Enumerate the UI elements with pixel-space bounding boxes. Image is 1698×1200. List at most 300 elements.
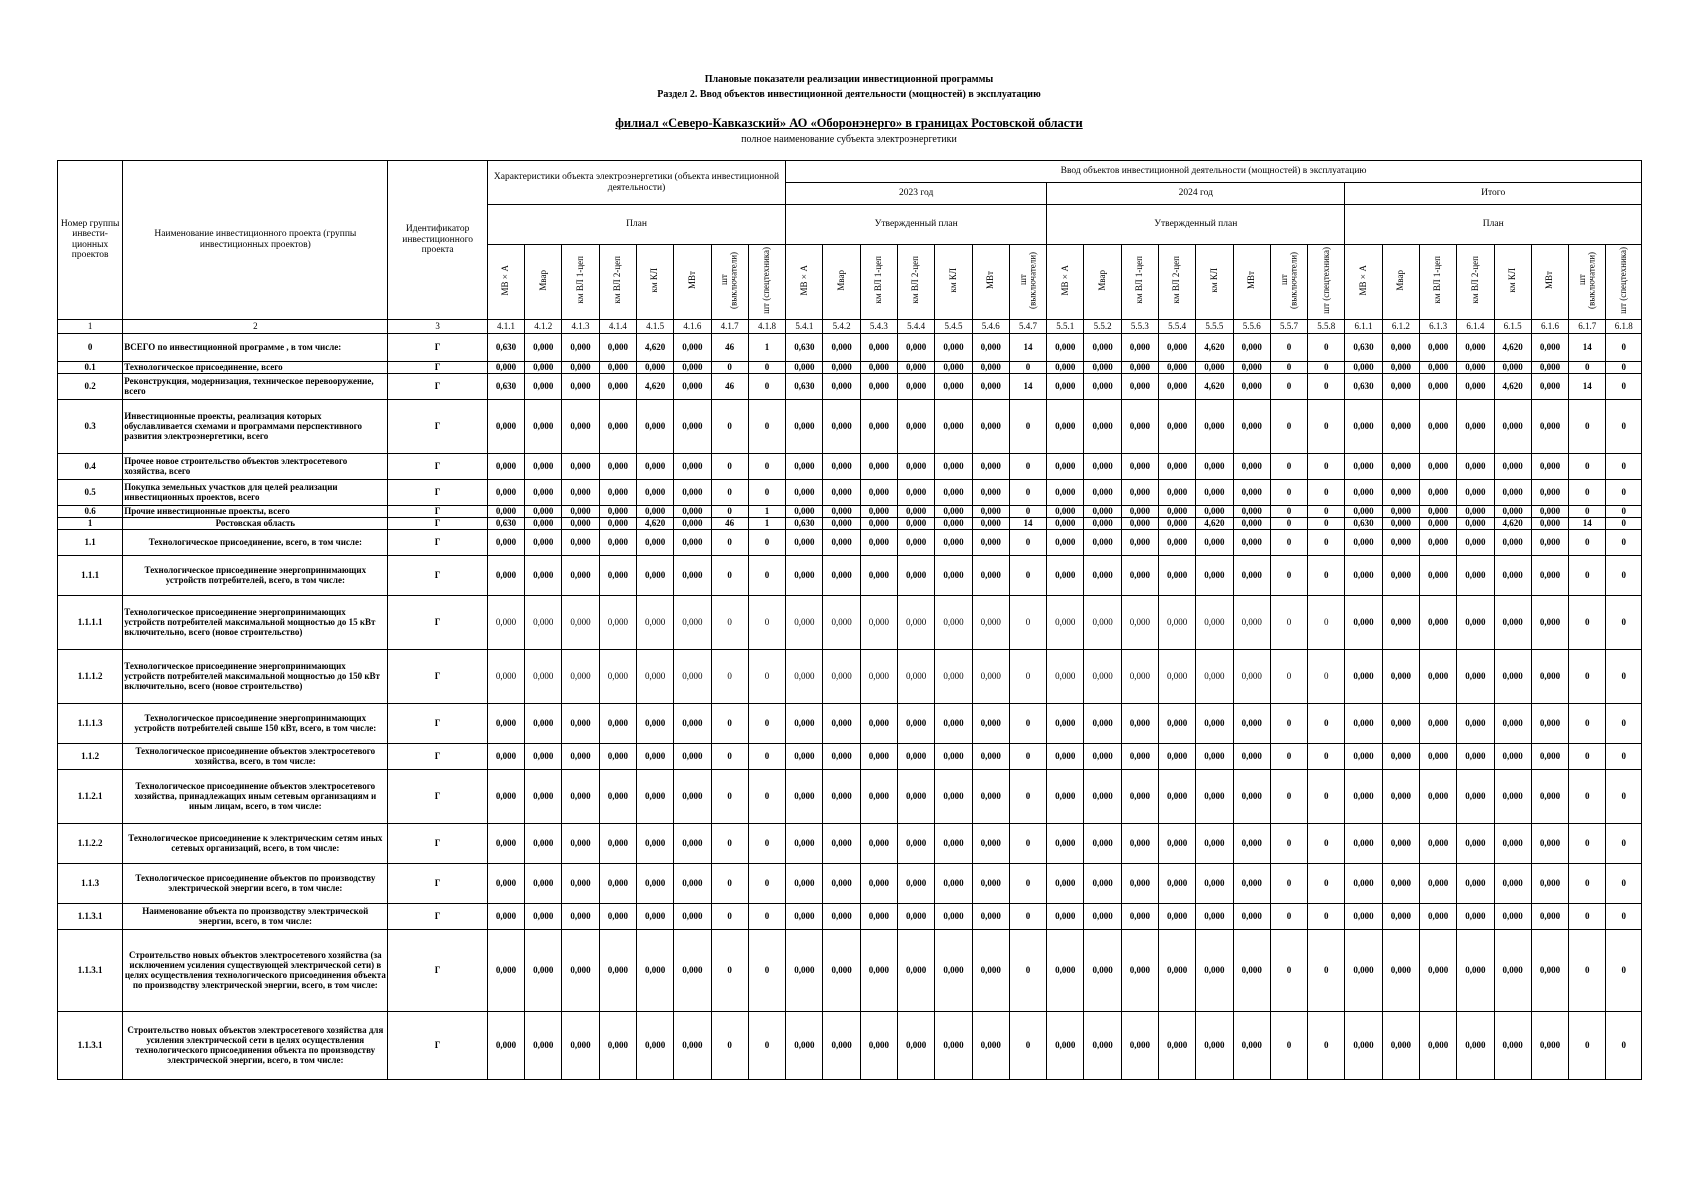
value-cell: 0,000: [972, 769, 1009, 823]
unit-header: [1382, 245, 1419, 320]
value-cell: 0: [1270, 479, 1307, 505]
unit-header: [1196, 245, 1233, 320]
value-cell: 0,000: [1047, 743, 1084, 769]
value-cell: 0: [1308, 453, 1345, 479]
value-cell: 0,000: [487, 743, 524, 769]
value-cell: 0,000: [1345, 1011, 1382, 1079]
col-group-header: Номер группы инвести-ционных проектов: [58, 161, 123, 320]
value-cell: 0,000: [823, 555, 860, 595]
value-cell: 0: [1270, 649, 1307, 703]
value-cell: 0,000: [1531, 823, 1568, 863]
project-name: Технологическое присоединение энергопринимающих устройств потребителей, всего, в том числе:: [123, 555, 388, 595]
unit-label: Мвар: [1096, 269, 1107, 291]
value-cell: 0,000: [487, 903, 524, 929]
project-id: Г: [388, 743, 487, 769]
value-cell: 0,000: [1084, 649, 1121, 703]
value-cell: 0,000: [1345, 863, 1382, 903]
value-cell: 0,000: [860, 743, 897, 769]
value-cell: 0,000: [1121, 703, 1158, 743]
value-cell: 0: [1606, 361, 1642, 373]
value-cell: 0,000: [935, 769, 972, 823]
column-number: 5.4.4: [898, 319, 935, 333]
value-cell: 0: [1009, 863, 1046, 903]
value-cell: 0,000: [1345, 505, 1382, 517]
value-cell: 0,000: [972, 555, 1009, 595]
value-cell: 0,000: [525, 903, 562, 929]
value-cell: 0,000: [1382, 1011, 1419, 1079]
value-cell: 0,000: [599, 743, 636, 769]
unit-label: шт (спецтехника): [761, 246, 772, 314]
value-cell: 0,000: [1121, 823, 1158, 863]
unit-label: Мвар: [1395, 269, 1406, 291]
project-id: Г: [388, 863, 487, 903]
group-number: 1.1: [58, 529, 123, 555]
value-cell: 0,000: [599, 769, 636, 823]
value-cell: 0,000: [1084, 479, 1121, 505]
group-number: 1.1.3.1: [58, 929, 123, 1011]
value-cell: 0,000: [1457, 823, 1494, 863]
value-cell: 0,000: [1159, 649, 1196, 703]
value-cell: 0: [1270, 505, 1307, 517]
value-cell: 0,000: [1457, 361, 1494, 373]
value-cell: 0,000: [1419, 903, 1456, 929]
value-cell: 0: [1569, 743, 1606, 769]
group-number: 1.1.3: [58, 863, 123, 903]
value-cell: 0: [1270, 529, 1307, 555]
value-cell: 0: [1606, 399, 1642, 453]
value-cell: 0,000: [1084, 703, 1121, 743]
value-cell: 0: [1606, 903, 1642, 929]
value-cell: 0,000: [487, 1011, 524, 1079]
value-cell: 0,000: [1531, 903, 1568, 929]
table-row: [58, 333, 1642, 361]
value-cell: 0,000: [1159, 703, 1196, 743]
value-cell: 0,000: [1084, 333, 1121, 361]
value-cell: 0,000: [636, 903, 673, 929]
value-cell: 0,000: [1121, 743, 1158, 769]
value-cell: 0,000: [1345, 743, 1382, 769]
value-cell: 0,000: [1121, 373, 1158, 399]
value-cell: 0,000: [487, 529, 524, 555]
value-cell: 0,000: [1494, 505, 1531, 517]
value-cell: 0,000: [786, 555, 823, 595]
value-cell: 0,000: [935, 373, 972, 399]
value-cell: 0,630: [1345, 333, 1382, 361]
value-cell: 0,000: [1159, 769, 1196, 823]
value-cell: 0,000: [972, 479, 1009, 505]
value-cell: 0,000: [1159, 505, 1196, 517]
value-cell: 0: [748, 769, 785, 823]
value-cell: 0,000: [525, 769, 562, 823]
value-cell: 0: [748, 743, 785, 769]
unit-label: МВт: [1245, 271, 1256, 289]
column-number: 6.1.3: [1419, 319, 1456, 333]
column-number: 5.4.7: [1009, 319, 1046, 333]
value-cell: 0: [748, 903, 785, 929]
value-cell: 1: [748, 505, 785, 517]
year-2023-header: 2023 год: [786, 183, 1047, 205]
value-cell: 0,000: [1382, 743, 1419, 769]
unit-label: шт (выключатели): [1017, 251, 1038, 309]
value-cell: 0,000: [1419, 1011, 1456, 1079]
unit-label: км КЛ: [1506, 267, 1517, 293]
value-cell: 0: [1569, 769, 1606, 823]
column-number: 4.1.5: [636, 319, 673, 333]
value-cell: 0,000: [525, 529, 562, 555]
value-cell: 0,000: [1531, 361, 1568, 373]
value-cell: 0,000: [823, 649, 860, 703]
unit-header: [1606, 245, 1642, 320]
value-cell: 0,000: [1457, 399, 1494, 453]
value-cell: 0,000: [1494, 823, 1531, 863]
value-cell: 0: [1270, 399, 1307, 453]
value-cell: 0,000: [674, 505, 711, 517]
table-row: [58, 505, 1642, 517]
value-cell: 0: [1308, 373, 1345, 399]
project-name: Покупка земельных участков для целей реализации инвестиционных проектов, всего: [123, 479, 388, 505]
value-cell: 0,000: [786, 399, 823, 453]
unit-header: [935, 245, 972, 320]
value-cell: 0: [1606, 703, 1642, 743]
value-cell: 0,000: [1531, 703, 1568, 743]
value-cell: 0,000: [1233, 555, 1270, 595]
value-cell: 0: [1569, 505, 1606, 517]
table-row: [58, 517, 1642, 529]
value-cell: 0,000: [1382, 649, 1419, 703]
value-cell: 0,000: [1531, 595, 1568, 649]
value-cell: 0: [1270, 863, 1307, 903]
group-number: 0.1: [58, 361, 123, 373]
value-cell: 46: [711, 373, 748, 399]
unit-header: [786, 245, 823, 320]
value-cell: 0,000: [786, 1011, 823, 1079]
value-cell: 0,000: [1196, 505, 1233, 517]
value-cell: 0,000: [1457, 453, 1494, 479]
value-cell: 0,000: [599, 929, 636, 1011]
table-row: [58, 929, 1642, 1011]
value-cell: 0: [748, 929, 785, 1011]
value-cell: 0,000: [525, 1011, 562, 1079]
value-cell: 0: [1569, 453, 1606, 479]
value-cell: 0,000: [898, 399, 935, 453]
value-cell: 0: [1606, 929, 1642, 1011]
value-cell: 0,000: [935, 703, 972, 743]
value-cell: 0,000: [1531, 929, 1568, 1011]
value-cell: 0,000: [1382, 529, 1419, 555]
unit-header: [823, 245, 860, 320]
project-name: Строительство новых объектов электросетевого хозяйства (за исключением усиления существующей электрической сети) в целях осуществления технологического присоединения объекта по производству электрической энергии, всего, в том числе:: [123, 929, 388, 1011]
table-row: [58, 1011, 1642, 1079]
value-cell: 0: [1606, 529, 1642, 555]
value-cell: 0,000: [599, 863, 636, 903]
value-cell: 0,000: [1047, 703, 1084, 743]
value-cell: 0,000: [972, 703, 1009, 743]
value-cell: 0: [1270, 333, 1307, 361]
value-cell: 0,000: [1121, 649, 1158, 703]
value-cell: 0,000: [487, 399, 524, 453]
project-name: Технологическое присоединение энергопринимающих устройств потребителей максимальной мощностью до 150 кВт включительно, всего (новое строительство): [123, 649, 388, 703]
project-name: Инвестиционные проекты, реализация которых обуславливается схемами и программами перспективного развития электроэнергетики, всего: [123, 399, 388, 453]
value-cell: 0,000: [525, 649, 562, 703]
value-cell: 0,000: [1382, 555, 1419, 595]
group-number: 1.1.1.2: [58, 649, 123, 703]
value-cell: 0: [1606, 1011, 1642, 1079]
value-cell: 0: [1009, 929, 1046, 1011]
value-cell: 0,000: [1196, 361, 1233, 373]
value-cell: 0,000: [1494, 863, 1531, 903]
project-name: Наименование объекта по производству электрической энергии, всего, в том числе:: [123, 903, 388, 929]
value-cell: 0,000: [972, 517, 1009, 529]
value-cell: 0,000: [898, 863, 935, 903]
value-cell: 0,000: [1345, 479, 1382, 505]
value-cell: 14: [1569, 333, 1606, 361]
subject-caption: полное наименование субъекта электроэнергетики: [741, 134, 957, 145]
unit-header: [1569, 245, 1606, 320]
value-cell: 0,000: [1121, 903, 1158, 929]
value-cell: 0,000: [599, 453, 636, 479]
value-cell: 0,000: [1345, 529, 1382, 555]
col-id-header: Идентификатор инвестиционного проекта: [388, 161, 487, 320]
project-id: Г: [388, 479, 487, 505]
value-cell: 0,000: [1531, 649, 1568, 703]
project-id: Г: [388, 373, 487, 399]
report-title: Плановые показатели реализации инвестиционной программы: [704, 74, 994, 85]
value-cell: 0,000: [562, 361, 599, 373]
project-name: Технологическое присоединение объектов по производству электрической энергии всего, в том числе:: [123, 863, 388, 903]
value-cell: 0,000: [1233, 929, 1270, 1011]
value-cell: 0: [1569, 863, 1606, 903]
value-cell: 0,000: [1382, 399, 1419, 453]
value-cell: 0,000: [1084, 361, 1121, 373]
value-cell: 0,000: [1233, 1011, 1270, 1079]
value-cell: 0,000: [1382, 769, 1419, 823]
value-cell: 0,000: [1233, 649, 1270, 703]
value-cell: 0,000: [1047, 1011, 1084, 1079]
col-name-header: Наименование инвестиционного проекта (группы инвестиционных проектов): [123, 161, 388, 320]
value-cell: 0: [1606, 863, 1642, 903]
value-cell: 0,000: [1494, 453, 1531, 479]
value-cell: 0: [748, 555, 785, 595]
value-cell: 0,000: [860, 361, 897, 373]
column-number: 6.1.7: [1569, 319, 1606, 333]
value-cell: 0: [748, 399, 785, 453]
unit-header: [674, 245, 711, 320]
value-cell: 0: [1270, 743, 1307, 769]
unit-header: [1009, 245, 1046, 320]
value-cell: 0,000: [1419, 529, 1456, 555]
value-cell: 0,000: [1196, 743, 1233, 769]
value-cell: 0,000: [1419, 703, 1456, 743]
column-number: 4.1.4: [599, 319, 636, 333]
value-cell: 0: [1308, 863, 1345, 903]
value-cell: 0,000: [1084, 505, 1121, 517]
value-cell: 0,000: [1494, 555, 1531, 595]
unit-label: МВ×А: [798, 264, 809, 296]
table-row: [58, 769, 1642, 823]
value-cell: 0: [711, 1011, 748, 1079]
value-cell: 0,000: [935, 555, 972, 595]
group-number: 1.1.1.3: [58, 703, 123, 743]
group-number: 1: [58, 517, 123, 529]
value-cell: 0,000: [860, 649, 897, 703]
value-cell: 0,000: [935, 743, 972, 769]
column-number: 5.5.1: [1047, 319, 1084, 333]
value-cell: 0,000: [1233, 823, 1270, 863]
value-cell: 0,000: [1233, 453, 1270, 479]
value-cell: 0,000: [1494, 903, 1531, 929]
value-cell: 4,620: [1196, 517, 1233, 529]
value-cell: 0,000: [898, 743, 935, 769]
column-number: 6.1.5: [1494, 319, 1531, 333]
group-number: 1.1.2.2: [58, 823, 123, 863]
value-cell: 0,000: [972, 453, 1009, 479]
value-cell: 0: [1569, 529, 1606, 555]
value-cell: 0,000: [935, 529, 972, 555]
value-cell: 0,000: [525, 517, 562, 529]
value-cell: 0,000: [898, 649, 935, 703]
value-cell: 0,000: [599, 333, 636, 361]
value-cell: 0,000: [636, 529, 673, 555]
value-cell: 0,000: [1494, 929, 1531, 1011]
value-cell: 0,000: [1121, 505, 1158, 517]
column-number: 6.1.4: [1457, 319, 1494, 333]
value-cell: 0,000: [636, 453, 673, 479]
value-cell: 0,000: [823, 453, 860, 479]
plan-header: План: [487, 205, 785, 245]
value-cell: 0: [711, 453, 748, 479]
unit-label: км ВЛ 2-цеп: [612, 256, 623, 304]
value-cell: 0,000: [1159, 743, 1196, 769]
value-cell: 0,000: [674, 595, 711, 649]
value-cell: 0: [1270, 929, 1307, 1011]
value-cell: 0,000: [674, 373, 711, 399]
project-name: Реконструкция, модернизация, техническое перевооружение, всего: [123, 373, 388, 399]
value-cell: 0,000: [1382, 703, 1419, 743]
value-cell: 0,000: [636, 769, 673, 823]
value-cell: 0,000: [1196, 555, 1233, 595]
value-cell: 0,000: [823, 595, 860, 649]
value-cell: 0,000: [1345, 769, 1382, 823]
table-row: [58, 555, 1642, 595]
value-cell: 0,000: [1159, 361, 1196, 373]
value-cell: 0,000: [823, 823, 860, 863]
unit-header: [1121, 245, 1158, 320]
project-name: Технологическое присоединение, всего, в том числе:: [123, 529, 388, 555]
value-cell: 0,000: [1419, 479, 1456, 505]
value-cell: 0,000: [1345, 361, 1382, 373]
group-number: 0.2: [58, 373, 123, 399]
unit-label: км КЛ: [947, 267, 958, 293]
value-cell: 0,000: [1531, 863, 1568, 903]
value-cell: 0,000: [1345, 903, 1382, 929]
column-number: 5.5.7: [1270, 319, 1307, 333]
value-cell: 0,000: [786, 479, 823, 505]
value-cell: 0,000: [1494, 1011, 1531, 1079]
value-cell: 0,000: [823, 703, 860, 743]
value-cell: 0,000: [636, 929, 673, 1011]
column-number: 4.1.7: [711, 319, 748, 333]
report-section-title: Раздел 2. Ввод объектов инвестиционной деятельности (мощностей) в эксплуатацию: [657, 89, 1041, 100]
value-cell: 0,000: [1531, 505, 1568, 517]
value-cell: 0,000: [487, 453, 524, 479]
value-cell: 0,000: [823, 529, 860, 555]
unit-label: шт (выключатели): [1576, 251, 1597, 309]
value-cell: 0: [1009, 743, 1046, 769]
value-cell: 0,000: [1457, 595, 1494, 649]
table-row: [58, 373, 1642, 399]
unit-label: км ВЛ 2-цеп: [910, 256, 921, 304]
value-cell: 0: [1606, 743, 1642, 769]
unit-label: км ВЛ 1-цеп: [574, 256, 585, 304]
value-cell: 0,000: [972, 399, 1009, 453]
value-cell: 0: [1009, 399, 1046, 453]
value-cell: 0,000: [1047, 361, 1084, 373]
value-cell: 0,000: [1159, 373, 1196, 399]
value-cell: 0: [711, 823, 748, 863]
value-cell: 0,000: [823, 743, 860, 769]
unit-header: [860, 245, 897, 320]
value-cell: 0: [711, 929, 748, 1011]
project-name: Технологическое присоединение энергопринимающих устройств потребителей свыше 150 кВт, всего, в том числе:: [123, 703, 388, 743]
column-number: 5.5.5: [1196, 319, 1233, 333]
value-cell: 0: [1009, 529, 1046, 555]
unit-header: [1159, 245, 1196, 320]
value-cell: 0: [1308, 769, 1345, 823]
value-cell: 0: [1308, 333, 1345, 361]
value-cell: 0: [1009, 903, 1046, 929]
value-cell: 0,000: [860, 373, 897, 399]
project-id: Г: [388, 555, 487, 595]
value-cell: 0,630: [487, 373, 524, 399]
value-cell: 1: [748, 333, 785, 361]
value-cell: 0,000: [1159, 929, 1196, 1011]
unit-label: МВт: [985, 271, 996, 289]
value-cell: 0,000: [1419, 453, 1456, 479]
value-cell: 0: [1009, 649, 1046, 703]
value-cell: 0,000: [972, 929, 1009, 1011]
unit-label: МВ×А: [500, 264, 511, 296]
unit-label: МВт: [1544, 271, 1555, 289]
value-cell: 0,000: [823, 361, 860, 373]
value-cell: 0,000: [972, 743, 1009, 769]
value-cell: 0,000: [525, 555, 562, 595]
value-cell: 0: [1308, 399, 1345, 453]
value-cell: 0: [1308, 595, 1345, 649]
value-cell: 0: [1308, 555, 1345, 595]
project-id: Г: [388, 1011, 487, 1079]
value-cell: 46: [711, 517, 748, 529]
value-cell: 0,000: [1382, 517, 1419, 529]
value-cell: 0,000: [562, 555, 599, 595]
value-cell: 0,000: [525, 479, 562, 505]
value-cell: 0,000: [1121, 929, 1158, 1011]
value-cell: 0,000: [1233, 595, 1270, 649]
value-cell: 0,000: [786, 505, 823, 517]
value-cell: 14: [1009, 517, 1046, 529]
value-cell: 0: [1569, 555, 1606, 595]
column-number: 5.5.8: [1308, 319, 1345, 333]
value-cell: 0,000: [898, 823, 935, 863]
value-cell: 0,000: [487, 505, 524, 517]
value-cell: 0,000: [823, 333, 860, 361]
value-cell: 0,000: [898, 769, 935, 823]
value-cell: 0,000: [1457, 529, 1494, 555]
value-cell: 0,000: [1196, 769, 1233, 823]
value-cell: 0,000: [562, 595, 599, 649]
value-cell: 0: [1606, 517, 1642, 529]
value-cell: 0: [1569, 903, 1606, 929]
value-cell: 0,000: [1233, 863, 1270, 903]
